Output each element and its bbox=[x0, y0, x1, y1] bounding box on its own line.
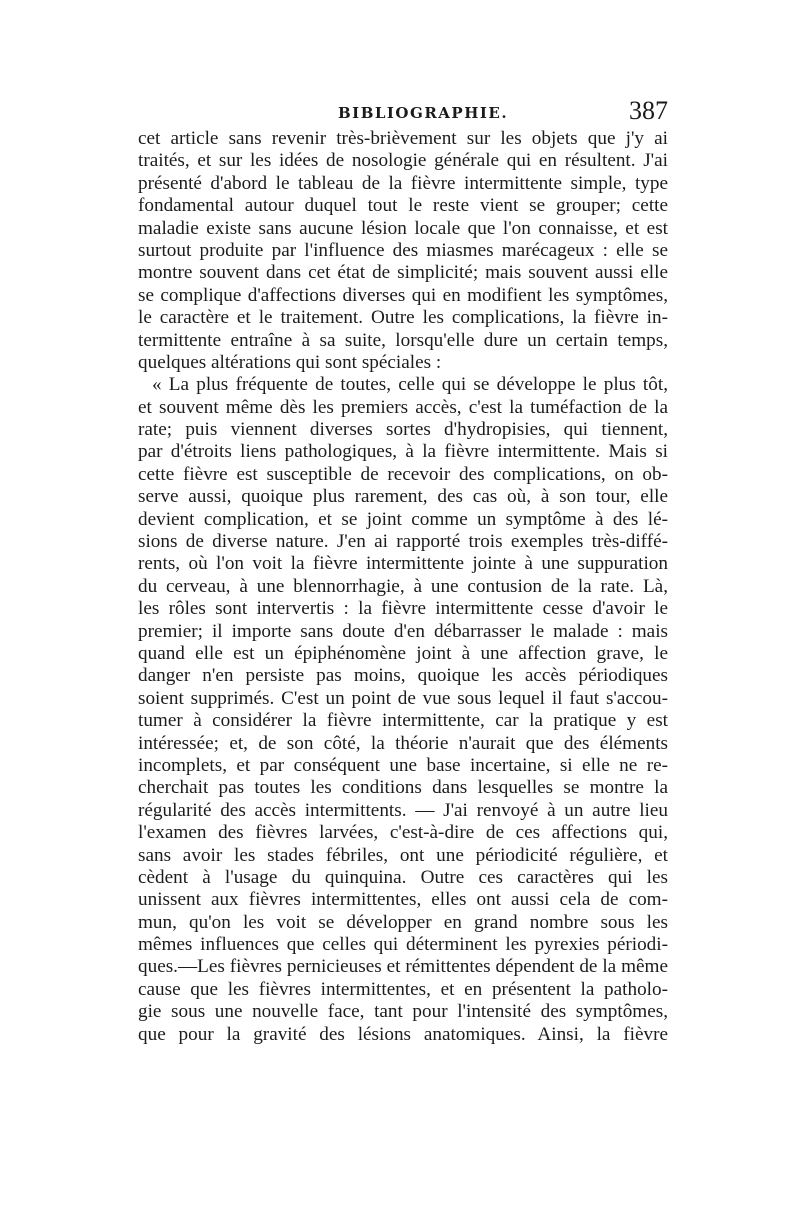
text-line: devient complication, et se joint comme un symptôme à des lé- bbox=[138, 508, 668, 530]
text-line: cherchait pas toutes les conditions dans lesquelles se montre la bbox=[138, 777, 668, 799]
text-line: cette fièvre est susceptible de recevoir des complications, on ob- bbox=[138, 463, 668, 485]
text-line: intéressée; et, de son côté, la théorie n'aurait que des éléments bbox=[138, 732, 668, 754]
text-line: l'examen des fièvres larvées, c'est-à-dire de ces affections qui, bbox=[138, 822, 668, 844]
page-number: 387 bbox=[629, 96, 668, 125]
text-line: que pour la gravité des lésions anatomiques. Ainsi, la fièvre bbox=[138, 1023, 668, 1045]
text-line: « La plus fréquente de toutes, celle qui se développe le plus tôt, bbox=[152, 374, 668, 396]
text-line: traités, et sur les idées de nosologie générale qui en résultent. J'ai bbox=[138, 150, 668, 172]
text-line: quelques altérations qui sont spéciales : bbox=[138, 351, 442, 373]
running-title: BIBLIOGRAPHIE. bbox=[338, 104, 509, 122]
text-line: les rôles sont intervertis : la fièvre intermittente cesse d'avoir le bbox=[138, 598, 668, 620]
text-line: fondamental autour duquel tout le reste vient se grouper; cette bbox=[138, 195, 668, 217]
text-line: régularité des accès intermittents. — J'ai renvoyé à un autre lieu bbox=[138, 799, 668, 821]
text-line: par d'étroits liens pathologiques, à la fièvre intermittente. Mais si bbox=[138, 441, 668, 463]
text-line: présenté d'abord le tableau de la fièvre intermittente simple, type bbox=[138, 172, 668, 194]
text-line: termittente entraîne à sa suite, lorsqu'elle dure un certain temps, bbox=[138, 329, 668, 351]
text-line: le caractère et le traitement. Outre les complications, la fièvre in- bbox=[138, 307, 668, 329]
text-line: sans avoir les stades fébriles, ont une périodicité régulière, et bbox=[138, 844, 668, 866]
text-line: maladie existe sans aucune lésion locale que l'on connaisse, et est bbox=[138, 217, 668, 239]
text-line: gie sous une nouvelle face, tant pour l'intensité des symptômes, bbox=[138, 1001, 668, 1023]
text-line: cet article sans revenir très-brièvement sur les objets que j'y ai bbox=[138, 128, 668, 149]
text-line: danger n'en persiste pas moins, quoique les accès périodiques bbox=[138, 665, 668, 687]
text-line: mun, qu'on les voit se développer en grand nombre sous les bbox=[138, 911, 668, 933]
text-line: cèdent à l'usage du quinquina. Outre ces caractères qui les bbox=[138, 866, 668, 888]
text-line: unissent aux fièvres intermittentes, elles ont aussi cela de com- bbox=[138, 889, 668, 911]
text-line: du cerveau, à une blennorrhagie, à une contusion de la rate. Là, bbox=[138, 575, 668, 597]
text-line: premier; il importe sans doute d'en débarrasser le malade : mais bbox=[138, 620, 668, 642]
text-line: et souvent même dès les premiers accès, c'est la tuméfaction de la bbox=[138, 396, 668, 418]
running-head bbox=[138, 96, 668, 126]
text-line: cause que les fièvres intermittentes, et en présentent la patholo- bbox=[138, 978, 668, 1000]
text-line: soient supprimés. C'est un point de vue sous lequel il faut s'accou- bbox=[138, 687, 668, 709]
text-line: montre souvent dans cet état de simplicité; mais souvent aussi elle bbox=[138, 262, 668, 284]
text-line: se complique d'affections diverses qui en modifient les symptômes, bbox=[138, 284, 668, 306]
text-line: rents, où l'on voit la fièvre intermittente jointe à une suppuration bbox=[138, 553, 668, 575]
text-line: ques.—Les fièvres pernicieuses et rémittentes dépendent de la même bbox=[138, 956, 668, 978]
text-line: incomplets, et par conséquent une base incertaine, si elle ne re- bbox=[138, 754, 668, 776]
text-line: mêmes influences que celles qui déterminent les pyrexies périodi- bbox=[138, 934, 668, 956]
text-line: serve aussi, quoique plus rarement, des cas où, à son tour, elle bbox=[138, 486, 668, 508]
text-line: rate; puis viennent diverses sortes d'hydropisies, qui tiennent, bbox=[138, 419, 668, 441]
text-line: surtout produite par l'influence des miasmes marécageux : elle se bbox=[138, 239, 668, 261]
text-line: tumer à considérer la fièvre intermittente, car la pratique y est bbox=[138, 710, 668, 732]
text-line: sions de diverse nature. J'en ai rapporté trois exemples très-diffé- bbox=[138, 531, 668, 553]
text-line: quand elle est un épiphénomène joint à une affection grave, le bbox=[138, 642, 668, 664]
body-text bbox=[138, 128, 668, 1046]
